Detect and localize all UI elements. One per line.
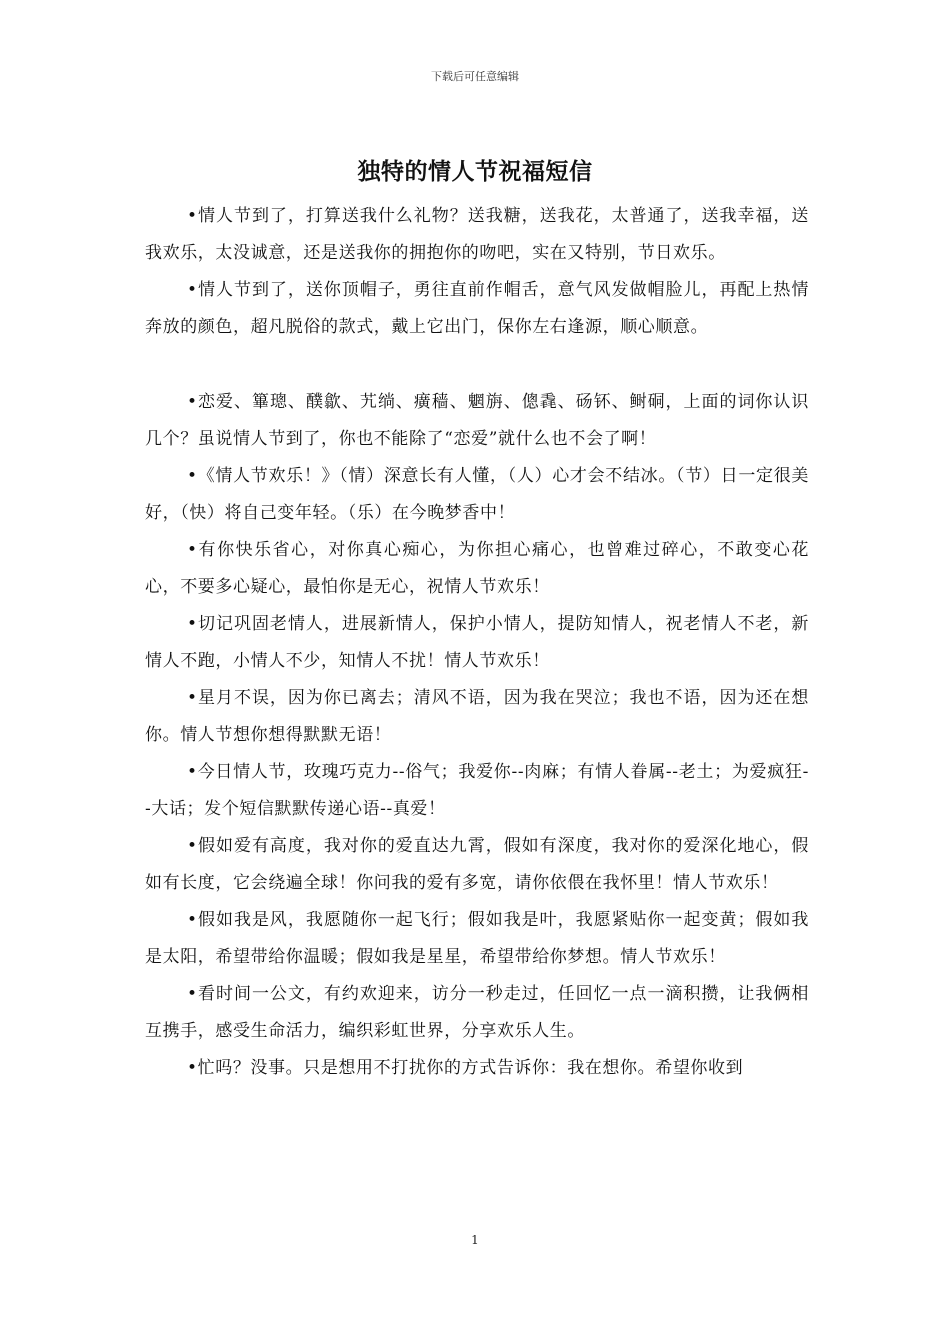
document-title: 独特的情人节祝福短信 [357,159,593,185]
paragraph: •情人节到了，打算送我什么礼物？送我糖，送我花，太普通了，送我幸福，送我欢乐，太没诚意，还是送我你的拥抱你的吻吧，实在又特别，节日欢乐。 [145,206,809,263]
paragraph: •看时间一公文，有约欢迎来，访分一秒走过，任回忆一点一滴积攒，让我俩相互携手，感受生命活力，编织彩虹世界，分享欢乐人生。 [145,984,809,1041]
paragraph: •假如我是风，我愿随你一起飞行；假如我是叶，我愿紧贴你一起变黄；假如我是太阳，希望带给你温暖；假如我是星星，希望带给你梦想。情人节欢乐！ [145,910,809,967]
paragraph: •《情人节欢乐！》（情）深意长有人懂，（人）心才会不结冰。（节）日一定很美好，（快）将自己变年轻。（乐）在今晚梦香中！ [145,466,809,523]
paragraph: •今日情人节，玫瑰巧克力--俗气；我爱你--肉麻；有情人眷属--老土；为爱疯狂--大话；发个短信默默传递心语--真爱！ [145,762,809,819]
paragraph: •假如爱有高度，我对你的爱直达九霄，假如有深度，我对你的爱深化地心，假如有长度，它会绕遍全球！你问我的爱有多宽，请你依偎在我怀里！情人节欢乐！ [145,836,809,893]
page-number: 1 [471,1233,479,1247]
paragraph: •切记巩固老情人，进展新情人，保护小情人，提防知情人，祝老情人不老，新情人不跑，小情人不少，知情人不扰！情人节欢乐！ [145,614,809,671]
paragraph: •恋爱、篳璁、醭歙、艽绱、癀穑、魍旃、傯毳、砀钚、鲥硐，上面的词你认识几个？虽说情人节到了，你也不能除了“恋爱”就什么也不会了啊！ [145,392,809,449]
paragraph: •星月不误，因为你已离去；清风不语，因为我在哭泣；我也不语，因为还在想你。情人节想你想得默默无语！ [145,688,809,745]
paragraph: •有你快乐省心，对你真心痴心，为你担心痛心，也曾难过碎心，不敢变心花心，不要多心疑心，最怕你是无心，祝情人节欢乐！ [145,540,809,597]
document-body [145,198,809,1087]
paragraph: •忙吗？没事。只是想用不打扰你的方式告诉你：我在想你。希望你收到 [187,1058,744,1078]
paragraph: •情人节到了，送你顶帽子，勇往直前作帽舌，意气风发做帽脸儿，再配上热情奔放的颜色，超凡脱俗的款式，戴上它出门，保你左右逢源，顺心顺意。 [145,280,809,337]
header-note: 下载后可任意编辑 [431,70,519,83]
